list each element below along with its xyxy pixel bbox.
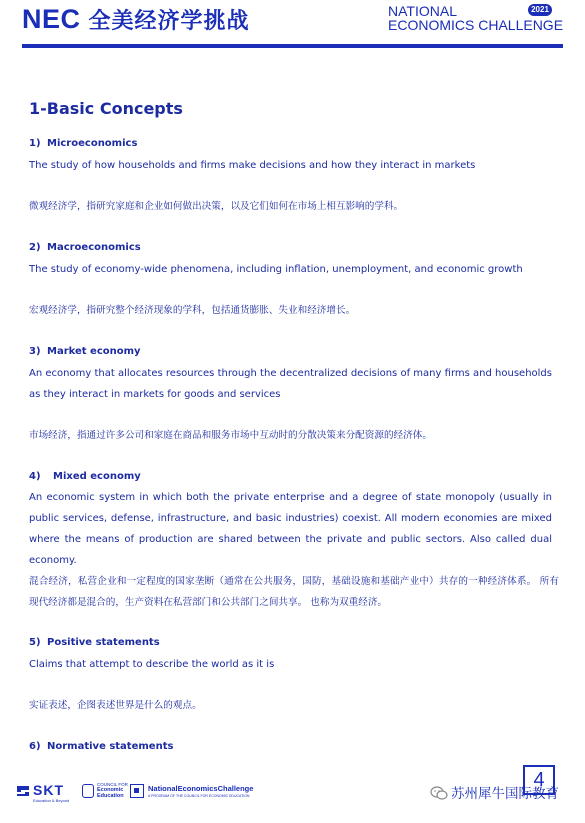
page-footer: [0, 770, 585, 823]
page-header: [0, 0, 585, 50]
skt-tagline: Education & Beyond: [33, 798, 70, 803]
item-definition-en: The study of economy-wide phenomena, including inflation, unemployment, and economic growth: [29, 264, 523, 275]
skt-logo-text: SKT: [33, 782, 64, 798]
item-number: 5): [29, 637, 41, 648]
nec-mark-icon: [130, 784, 144, 798]
item-definition-en: An economic system in which both the private enterprise and a degree of state monopoly (usually in public services, defense, infrastructure, and basic industries) coexist. All modern economies are mixed where the means of production are shared between the private and public sectors. Also called dual economy.: [29, 492, 552, 566]
item-heading: [29, 241, 141, 255]
nec-wordmark-line2: ECONOMICS CHALLENGE: [388, 17, 564, 33]
item-title: Positive statements: [47, 637, 160, 648]
item-definition-en: Claims that attempt to describe the world as it is: [29, 659, 275, 670]
header-divider: [22, 44, 563, 48]
brand-chinese: 全美经济学挑战: [88, 9, 250, 34]
item-definition-en: The study of how households and firms make decisions and how they interact in markets: [29, 160, 476, 171]
item-heading: [29, 470, 141, 484]
page-number: 4: [523, 765, 555, 795]
wechat-icon: [430, 786, 448, 800]
item-heading: [29, 636, 160, 650]
brand-latin: NEC: [22, 4, 81, 34]
item-definition-zh: 微观经济学，指研究家庭和企业如何做出决策，以及它们如何在市场上相互影响的学科。: [29, 201, 404, 212]
item-number: 3): [29, 346, 41, 357]
item-number: 1): [29, 138, 41, 149]
item-title: Microeconomics: [47, 138, 138, 149]
item-definition-en: An economy that allocates resources through the decentralized decisions of many firms and households as they interact in markets for goods and services: [29, 368, 552, 400]
watermark-text: 苏州犀牛国际教育: [451, 786, 559, 802]
skt-logo: [16, 782, 76, 804]
year-badge: 2021: [528, 4, 552, 16]
nec-wordmark-line1: NATIONAL: [388, 3, 457, 19]
nec-footer-program: A PROGRAM OF THE COUNCIL FOR ECONOMIC EDUCATION: [148, 794, 250, 798]
cee-logo: [82, 782, 128, 804]
item-heading: [29, 740, 173, 754]
item-title: Market economy: [47, 346, 141, 357]
item-number: 6): [29, 741, 41, 752]
brand-logo: [22, 4, 250, 37]
item-definition-zh: 混合经济，私营企业和一定程度的国家垄断（通常在公共服务，国防，基础设施和基础产业中）共存的一种经济体系。 所有现代经济都是混合的，生产资料在私营部门和公共部门之间共享。 也称为双重经济。: [29, 576, 559, 608]
item-title: Macroeconomics: [47, 242, 141, 253]
cee-small-text: COUNCIL FOR: [97, 782, 128, 787]
item-definition-zh: 宏观经济学，指研究整个经济现象的学科，包括通货膨胀、失业和经济增长。: [29, 305, 356, 316]
item-heading: [29, 345, 141, 359]
item-title: Mixed economy: [53, 471, 141, 482]
item-title: Normative statements: [47, 741, 174, 752]
cee-logo-text: [97, 782, 131, 799]
item-number: 4): [29, 471, 41, 482]
item-number: 2): [29, 242, 41, 253]
section-title: 1-Basic Concepts: [29, 99, 183, 118]
skt-mark-icon: [16, 784, 30, 798]
cee-big-text: Economic Education: [97, 787, 124, 799]
nec-footer-name: NationalEconomicsChallenge: [148, 784, 254, 793]
item-definition-zh: 实证表述，企图表述世界是什么的观点。: [29, 700, 202, 711]
cee-mark-icon: [82, 784, 94, 798]
item-definition-zh: 市场经济，指通过许多公司和家庭在商品和服务市场中互动时的分散决策来分配资源的经济体。: [29, 430, 432, 441]
nec-wordmark: [388, 4, 563, 34]
item-heading: [29, 137, 137, 151]
nec-footer-logo: [130, 782, 260, 804]
